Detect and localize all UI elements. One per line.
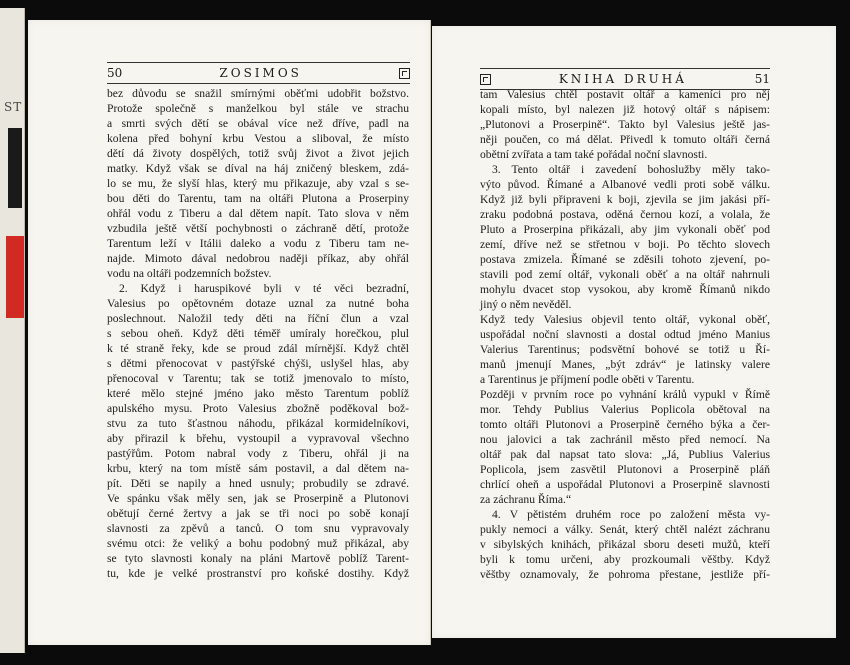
text-line: v sibylských knihách, přikázal sboru deseti mužů, kteří: [480, 538, 770, 551]
text-line: 3. Tento oltář i zavedení bohoslužby měly tako-: [492, 163, 770, 176]
text-line: Pluto a Proserpina přikázali, aby jim vykonali oběť pod: [480, 223, 770, 236]
text-line: svému otci: že veliký a bohu podobný muž přikázal, aby: [107, 537, 409, 550]
left-body-text: [107, 86, 409, 581]
left-running-header: [107, 62, 410, 84]
text-line: nou jalovici a tak zachránil město před nemocí. Na: [480, 433, 770, 446]
left-running-head: ZOSIMOS: [219, 66, 302, 80]
text-line: které mělo stejné jméno jako město Tarentum poblíž: [107, 387, 409, 400]
text-line: dětí dá životy dospělých, totiž svůj život a život jejich: [107, 147, 409, 160]
right-page: [432, 26, 836, 638]
text-line: matky. Když však se díval na háj zničený bleskem, zdá-: [107, 162, 409, 175]
text-line: k té straně řeky, kde se proud zdál mírnější. Když chtěl: [107, 342, 409, 355]
text-line: stavili pod zemí oltář, vykonali oběť a na oltář nahrnuli: [480, 268, 770, 281]
text-line: Tarentum leží v Itálii daleko a vodu z Tiberu tam ne-: [107, 237, 409, 250]
left-page: [28, 20, 431, 645]
text-line: Když již byli připraveni k boji, zjevila se jim jakási pří-: [480, 193, 770, 206]
text-line: a smrti svých dětí se obával více než dříve, padl na: [107, 117, 409, 130]
spine-red-mark: [6, 236, 24, 318]
text-line: jiný o něm nevěděl.: [480, 298, 572, 311]
spine-letters: ST: [4, 100, 23, 114]
text-line: „Plutonovi a Proserpině“. Takto byl Valesius ještě jas-: [480, 118, 770, 131]
text-line: věštby oznamovaly, že pohroma přestane, jestliže pří-: [480, 568, 770, 581]
text-line: byli k tomu určeni, aby prozkoumali věštby. Když: [480, 553, 770, 566]
left-page-number: 50: [107, 66, 123, 80]
text-line: krbu, který na tom místě sám postavil, a dal dětem na-: [107, 462, 409, 475]
text-line: ohřál vodu z Tiberu a dal dětem napít. Tato slova v něm: [107, 207, 409, 220]
text-line: s sebou oheň. Když děti téměř umíraly horečkou, plul: [107, 327, 409, 340]
text-line: oltář pak dal napsat tato slova: „Já, Publius Valerius: [480, 448, 770, 461]
text-line: Poplicola, jsem zasvětil Plutonovi a Proserpině pláň: [480, 463, 770, 476]
text-line: chrlící oheň a uspořádal Plutonovi a Proserpině slavnosti: [480, 478, 770, 491]
text-line: Když tedy Valesius objevil tento oltář, vykonal oběť,: [480, 313, 770, 326]
text-line: přenocoval v Tarentu; tak se totiž jmenovalo to místo,: [107, 372, 409, 385]
text-line: pít. Děti se napily a hned usnuly; probudily se zdravé.: [107, 477, 409, 490]
text-line: se tyto slavnosti konaly na pláni Martově poblíž Tarent-: [107, 552, 409, 565]
book-spine-edge: [0, 8, 25, 653]
text-line: bou děti do Tarentu, tam na oltáři Plutona a Proserpiny: [107, 192, 409, 205]
text-line: postava zmizela. Římané se zděsili tohoto zjevení, po-: [480, 253, 770, 266]
spine-black-mark: [8, 128, 22, 208]
text-line: za záchranu Říma.“: [480, 493, 572, 506]
text-line: zraku podobná postava, oděná černou kozí, a volala, že: [480, 208, 770, 221]
text-line: Valesius po opětovném dotaze uznal za nutné boha: [107, 297, 409, 310]
text-line: s dětmi přenocovat v pastýřské chýši, uslyšel hlas, aby: [107, 357, 409, 370]
text-line: Valerius Tarentinus; podsvětní bohové se totiž u Ří-: [480, 343, 770, 356]
text-line: Ve spánku však měly sen, jak se Proserpině a Plutonovi: [107, 492, 409, 505]
text-line: manů jmenují Manes, „být zdráv“ je latinsky valere: [480, 358, 770, 371]
text-line: vodu na oltáři podzemních božstev.: [107, 267, 272, 280]
right-running-head: KNIHA DRUHÁ: [558, 72, 687, 86]
text-line: výto původ. Římané a Albanové vedli proti sobě válku.: [480, 178, 770, 191]
text-line: mor. Tehdy Publius Valerius Poplicola obětoval na: [480, 403, 770, 416]
meander-ornament-icon: [399, 68, 410, 79]
text-line: zemí, dříve než se střetnou v boji. Po těchto slovech: [480, 238, 770, 251]
text-line: pastýřům. Potom nabral vody z Tiberu, ohřál ji na: [107, 447, 409, 460]
text-line: obětují černé žertvy a jak se tři noci po sobě konají: [107, 507, 409, 520]
text-line: 4. V pětistém druhém roce po založení města vy-: [492, 508, 770, 521]
text-line: apulského mysu. Proto Valesius zbožně poděkoval bož-: [107, 402, 409, 415]
text-line: stvu za tuto šťastnou náhodu, přikázal kormidelníkovi,: [107, 417, 409, 430]
text-line: mohylu dvacet stop vysokou, aby kromě Římanů nikdo: [480, 283, 770, 296]
text-line: tam Valesius chtěl postavit oltář a kameníci pro něj: [480, 88, 770, 101]
text-line: slavnosti za zpěvů a tanců. O tom snu vypravovaly: [107, 522, 409, 535]
text-line: najde. Mimoto dával nedobrou naději příkaz, aby ohřál: [107, 252, 409, 265]
meander-ornament-icon: [480, 74, 491, 85]
text-line: poslechnout. Naložil tedy děti na říční člun a vzal: [107, 312, 409, 325]
text-line: obětní zvířata a tam také pořádal noční slavnosti.: [480, 148, 708, 161]
text-line: 2. Když i haruspikové byli v té věci bezradní,: [119, 282, 409, 295]
text-line: uspořádal noční slavnosti a dostal odtud jméno Manius: [480, 328, 770, 341]
text-line: něji poučen, co má dělat. Přivedl k tomuto oltáři černá: [480, 133, 770, 146]
text-line: aby přirazil k břehu, vystoupil a vypravoval všechno: [107, 432, 409, 445]
right-body-text: [480, 87, 770, 582]
text-line: pukly nemoci a války. Senát, který chtěl nalézt záchranu: [480, 523, 770, 536]
text-line: bez důvodu se snažil smírnými oběťmi udobřit božstvo.: [107, 87, 409, 100]
text-line: vzbudila ještě větší pochybnosti o záchraně dětí, protože: [107, 222, 409, 235]
text-line: lo se mu, že slyší hlas, který mu přikazuje, aby vzal s se-: [107, 177, 409, 190]
text-line: tomto oltáři Plutonovi a Proserpině černého býka a čer-: [480, 418, 770, 431]
right-page-number: 51: [754, 72, 770, 86]
text-line: Později v prvním roce po vyhnání králů vypukl v Římě: [480, 388, 770, 401]
text-line: kopali místo, byl nalezen již hotový oltář s nápisem:: [480, 103, 770, 116]
text-line: Protože společně s manželkou byl stále ve strachu: [107, 102, 409, 115]
text-line: tu, kde je velké prostranství pro koňské dostihy. Když: [107, 567, 409, 580]
text-line: kolena před bohyní krbu Vestou a sliboval, že místo: [107, 132, 409, 145]
text-line: a Tarentinus je příjmení podle oběti v Tarentu.: [480, 373, 695, 386]
